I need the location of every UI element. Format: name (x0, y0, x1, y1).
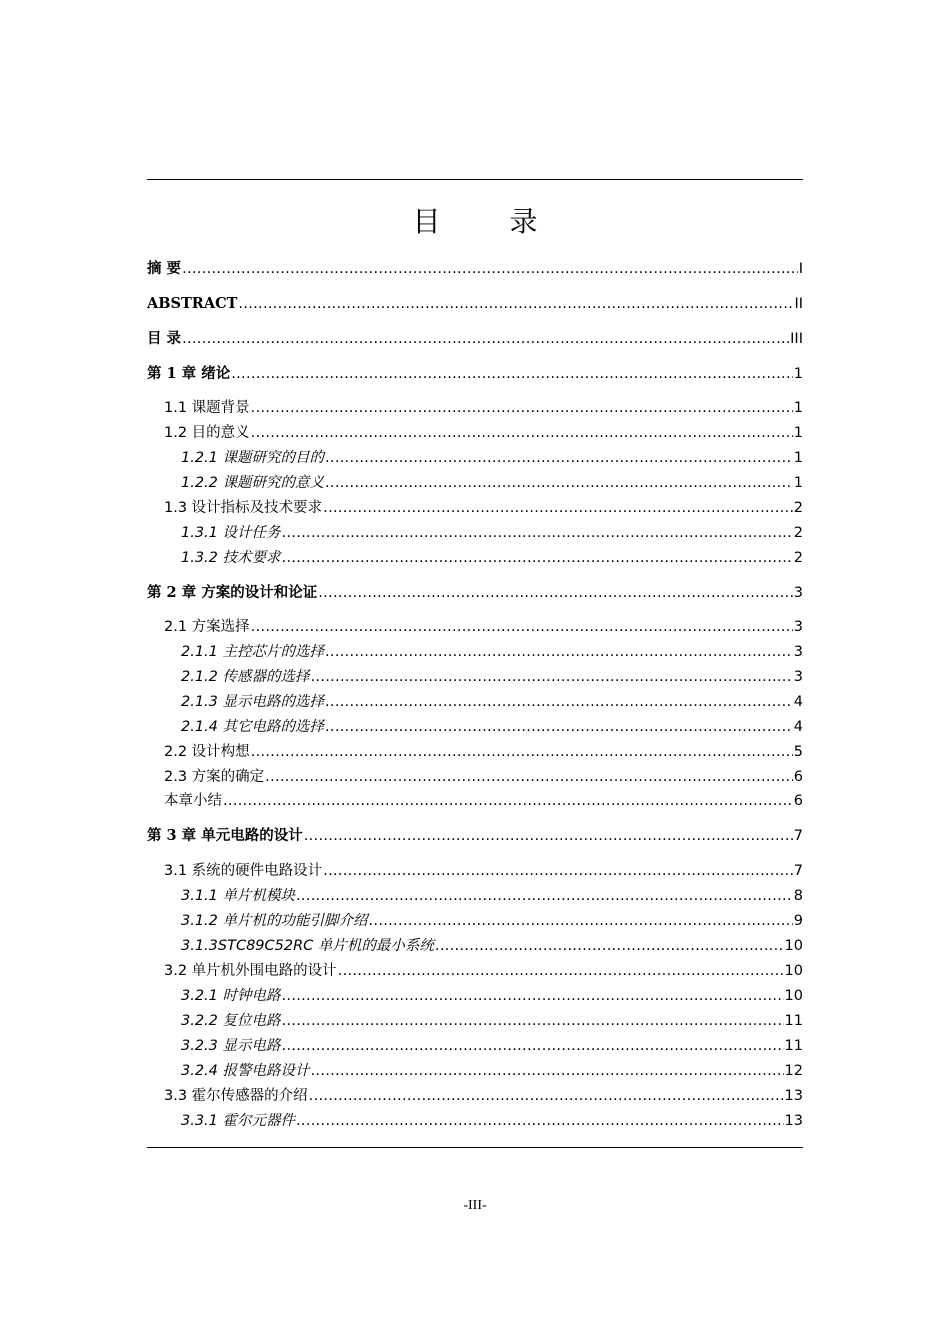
toc-leader-dots (325, 447, 793, 469)
toc-entry[interactable] (147, 497, 803, 519)
toc-leader-dots (182, 258, 798, 280)
toc-entry-label: 1.2 目的意义 (164, 425, 250, 441)
toc-leader-dots (318, 582, 793, 604)
toc-leader-dots (323, 497, 793, 519)
toc-entry-page: 4 (793, 694, 803, 710)
toc-entry[interactable] (147, 328, 803, 350)
toc-leader-dots (251, 397, 793, 419)
toc-entry[interactable] (147, 397, 803, 419)
toc-leader-dots (369, 910, 793, 932)
toc-entry-page: 2 (793, 525, 803, 541)
toc-entry-page: 1 (793, 425, 803, 441)
toc-entry[interactable] (147, 522, 803, 544)
toc-entry-label: 摘 要 (147, 260, 182, 277)
toc-leader-dots (282, 985, 784, 1007)
toc-entry-label: 3.2.2 复位电路 (181, 1013, 281, 1029)
toc-entry-page: 10 (784, 988, 803, 1004)
toc-entry[interactable] (147, 716, 803, 738)
toc-entry-page: 1 (793, 450, 803, 466)
toc-entry[interactable] (147, 1110, 803, 1132)
toc-entry-label: 第 3 章 单元电路的设计 (147, 827, 303, 844)
toc-leader-dots (238, 293, 793, 315)
toc-entry-page: 5 (793, 744, 803, 760)
toc-entry-page: 13 (784, 1088, 803, 1104)
toc-entry-page: II (794, 296, 803, 312)
toc-entry[interactable] (147, 293, 803, 315)
toc-entry-page: 6 (793, 793, 803, 809)
toc-entry-page: 2 (793, 550, 803, 566)
toc-entry-label: 2.1.4 其它电路的选择 (181, 719, 325, 735)
toc-entry[interactable] (147, 582, 803, 604)
toc-entry-page: 3 (793, 585, 803, 601)
toc-entry[interactable] (147, 422, 803, 444)
toc-entry-label: 1.2.1 课题研究的目的 (181, 450, 325, 466)
toc-entry-label: 3.1.3STC89C52RC 单片机的最小系统 (181, 938, 434, 954)
toc-entry-label: 3.2 单片机外围电路的设计 (164, 963, 337, 979)
toc-entry[interactable] (147, 1035, 803, 1057)
toc-entry-label: 2.1.1 主控芯片的选择 (181, 644, 325, 660)
toc-entry-label: 2.1 方案选择 (164, 619, 250, 635)
toc-entry-page: 7 (793, 863, 803, 879)
toc-entry-page: 12 (784, 1063, 803, 1079)
toc-entry-label: 1.3.1 设计任务 (181, 525, 281, 541)
toc-entry-page: 7 (793, 828, 803, 844)
toc-entry[interactable] (147, 960, 803, 982)
toc-entry[interactable] (147, 641, 803, 663)
toc-leader-dots (251, 422, 793, 444)
toc-entry-page: 6 (793, 769, 803, 785)
toc-entry-label: 本章小结 (164, 793, 222, 809)
toc-leader-dots (265, 766, 793, 788)
toc-leader-dots (311, 666, 793, 688)
toc-entry[interactable] (147, 910, 803, 932)
toc-entry[interactable] (147, 258, 803, 280)
toc-entry-page: 1 (793, 400, 803, 416)
toc-entry[interactable] (147, 1010, 803, 1032)
toc-entry[interactable] (147, 985, 803, 1007)
toc-leader-dots (296, 885, 793, 907)
toc-entry[interactable] (147, 885, 803, 907)
toc-entry[interactable] (147, 447, 803, 469)
toc-entry-label: 3.2.1 时钟电路 (181, 988, 281, 1004)
toc-leader-dots (304, 825, 793, 847)
toc-entry-label: 3.2.3 显示电路 (181, 1038, 281, 1054)
toc-entry[interactable] (147, 766, 803, 788)
toc-entry-page: 1 (793, 475, 803, 491)
toc-entry-label: 1.2.2 课题研究的意义 (181, 475, 325, 491)
toc-entry-label: 3.1.1 单片机模块 (181, 888, 296, 904)
toc-entry-label: ABSTRACT (147, 295, 238, 312)
toc-entry-page: 3 (793, 619, 803, 635)
toc-entry-page: 10 (784, 938, 803, 954)
toc-title: 目 录 (412, 205, 568, 238)
toc-entry-label: 第 2 章 方案的设计和论证 (147, 584, 318, 601)
toc-entry-label: 2.1.2 传感器的选择 (181, 669, 310, 685)
toc-leader-dots (311, 1060, 784, 1082)
toc-entry-label: 3.3.1 霍尔元器件 (181, 1113, 296, 1129)
toc-leader-dots (323, 860, 793, 882)
toc-leader-dots (325, 472, 793, 494)
toc-entry-page: III (790, 331, 803, 347)
toc-entry[interactable] (147, 691, 803, 713)
toc-entry-label: 1.3 设计指标及技术要求 (164, 500, 323, 516)
toc-leader-dots (296, 1110, 784, 1132)
toc-leader-dots (251, 741, 793, 763)
toc-entry-label: 3.1.2 单片机的功能引脚介绍 (181, 913, 368, 929)
toc-entry-page: 9 (793, 913, 803, 929)
toc-entry-label: 3.3 霍尔传感器的介绍 (164, 1088, 308, 1104)
toc-leader-dots (338, 960, 784, 982)
toc-entry-label: 目 录 (147, 330, 182, 347)
toc-entry-page: 4 (793, 719, 803, 735)
toc-entry-page: I (798, 261, 803, 277)
toc-entry-label: 3.2.4 报警电路设计 (181, 1063, 310, 1079)
toc-leader-dots (282, 547, 793, 569)
toc-entry[interactable] (147, 1060, 803, 1082)
toc-entry[interactable] (147, 1085, 803, 1107)
footer-rule (147, 1147, 803, 1148)
toc-entry-page: 13 (784, 1113, 803, 1129)
toc-entry-label: 3.1 系统的硬件电路设计 (164, 863, 323, 879)
toc-entry-page: 2 (793, 500, 803, 516)
toc-leader-dots (309, 1085, 784, 1107)
toc-leader-dots (325, 691, 793, 713)
toc-leader-dots (251, 616, 793, 638)
toc-leader-dots (325, 716, 793, 738)
toc-entry-label: 1.1 课题背景 (164, 400, 250, 416)
toc-entry[interactable] (147, 472, 803, 494)
toc-entry-page: 3 (793, 669, 803, 685)
toc-leader-dots (223, 790, 793, 812)
toc-leader-dots (282, 1035, 784, 1057)
toc-leader-dots (325, 641, 793, 663)
toc-entry[interactable] (147, 860, 803, 882)
toc-leader-dots (182, 328, 789, 350)
toc-entry-page: 8 (793, 888, 803, 904)
toc-entry[interactable] (147, 825, 803, 847)
toc-entry-label: 1.3.2 技术要求 (181, 550, 281, 566)
toc-entry[interactable] (147, 547, 803, 569)
toc-entry[interactable] (147, 616, 803, 638)
toc-entry-page: 1 (793, 366, 803, 382)
toc-entry-label: 2.2 设计构想 (164, 744, 250, 760)
toc-entry-label: 2.3 方案的确定 (164, 769, 265, 785)
toc-entry-page: 11 (784, 1038, 803, 1054)
header-rule (147, 179, 803, 180)
toc-entry[interactable] (147, 790, 803, 812)
toc-leader-dots (435, 935, 784, 957)
toc-entry-page: 3 (793, 644, 803, 660)
toc-entry[interactable] (147, 741, 803, 763)
toc-entry-label: 第 1 章 绪论 (147, 365, 231, 382)
toc-entry[interactable] (147, 935, 803, 957)
toc-entry[interactable] (147, 666, 803, 688)
toc-entry-page: 11 (784, 1013, 803, 1029)
toc-entry-label: 2.1.3 显示电路的选择 (181, 694, 325, 710)
toc-entry-page: 10 (784, 963, 803, 979)
page-number: -III- (463, 1198, 487, 1213)
toc-leader-dots (282, 522, 793, 544)
toc-entry[interactable] (147, 363, 803, 385)
toc-leader-dots (231, 363, 793, 385)
toc-leader-dots (282, 1010, 784, 1032)
